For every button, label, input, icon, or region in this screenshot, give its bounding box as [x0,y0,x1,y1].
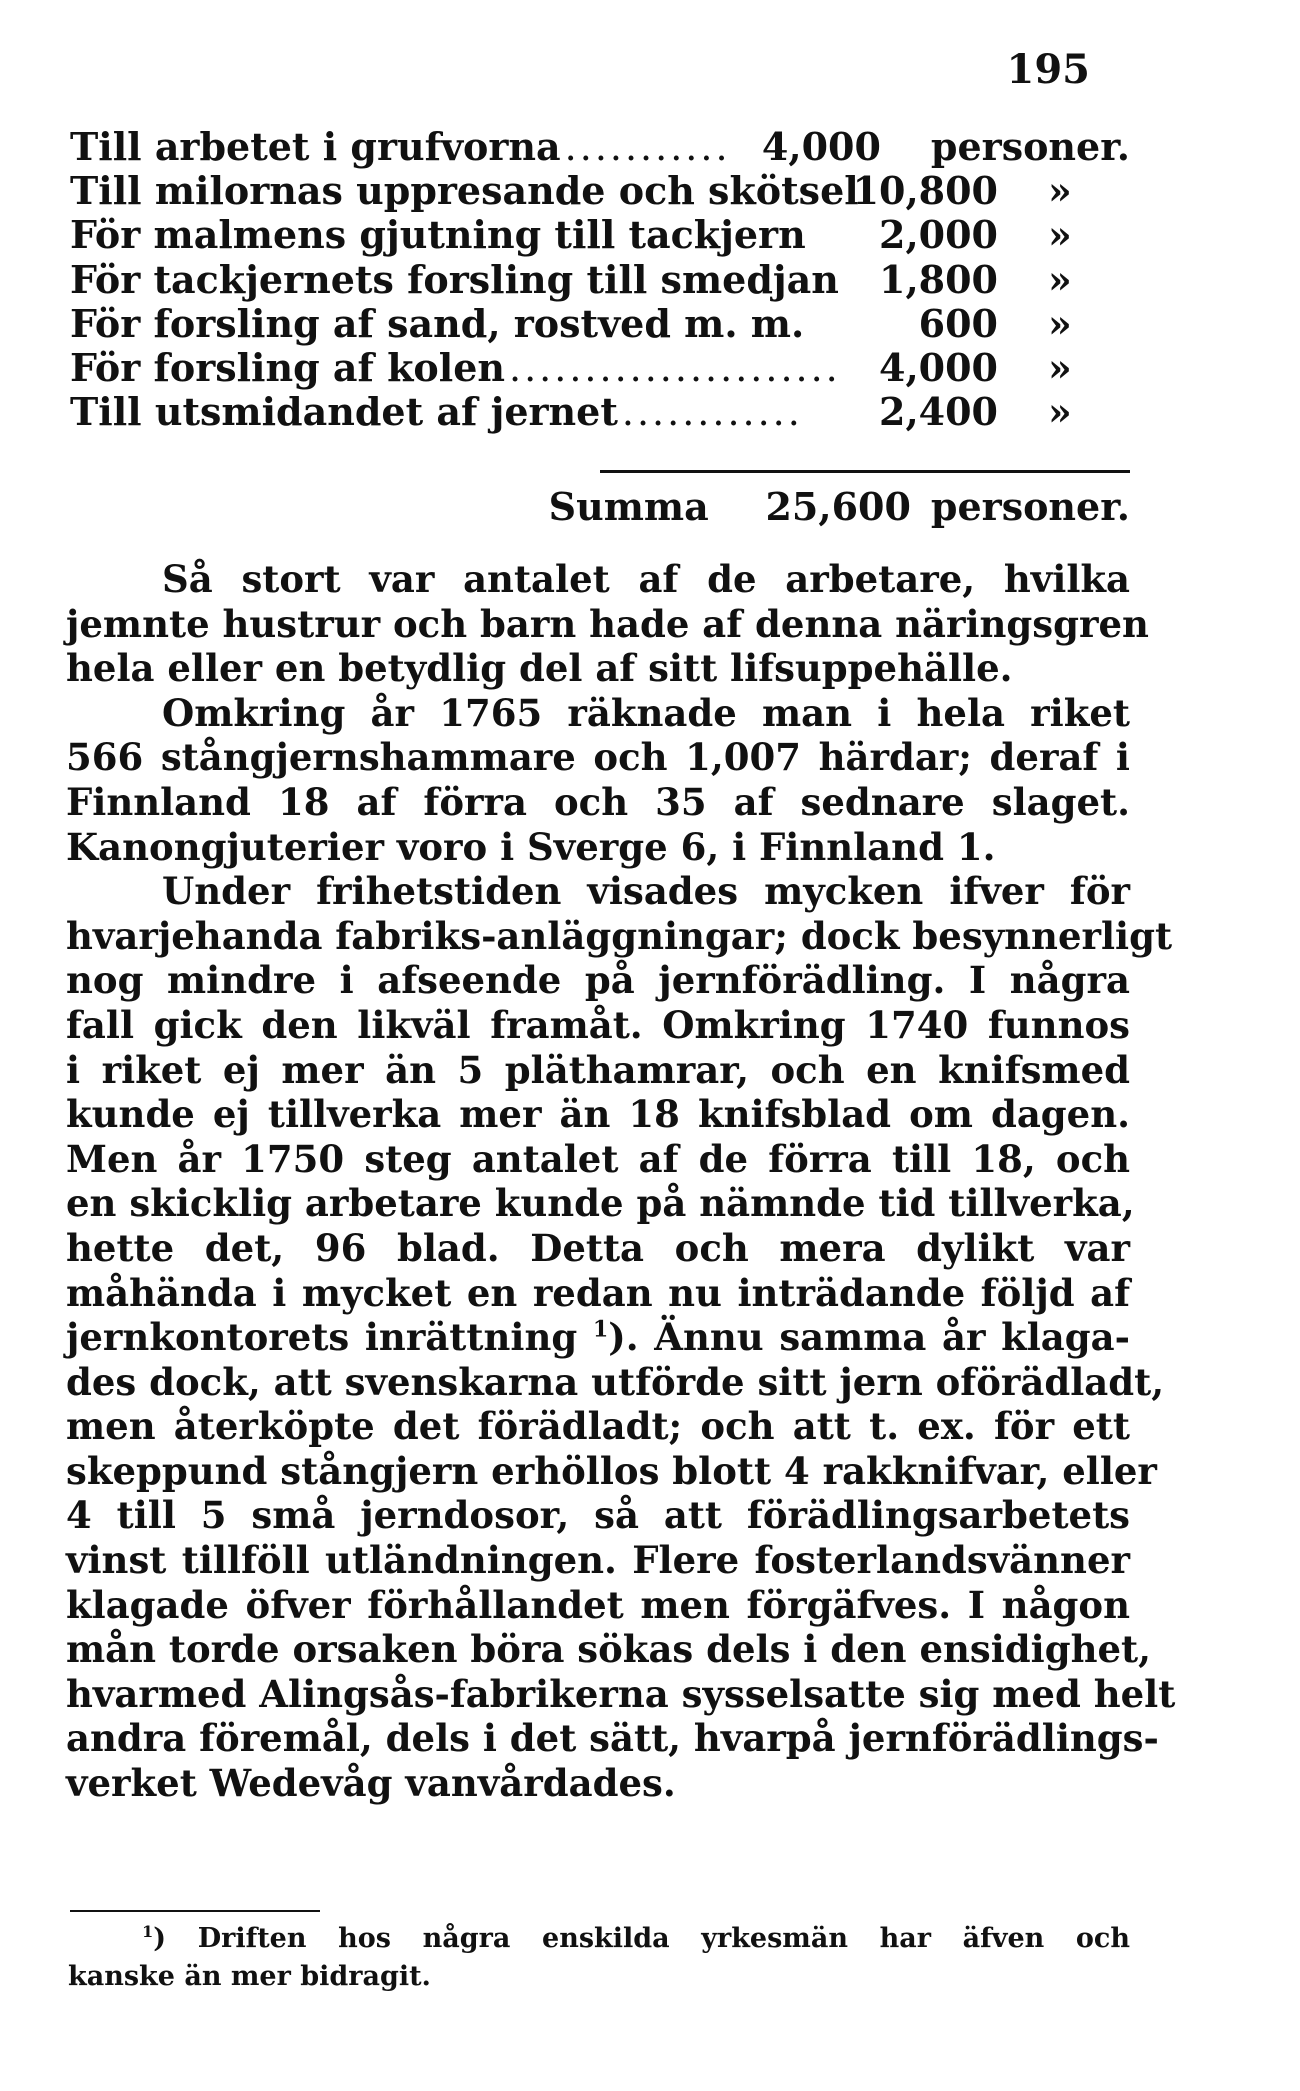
text-line: i riket ej mer än 5 pläthamrar, och en knifsmed [66,1047,1130,1092]
text-line: vinst tillföll utländningen. Flere fosterlandsvänner [66,1538,1130,1583]
tally-unit: » [1048,344,1072,390]
tally-label: Till utsmidandet af jernet [70,389,618,435]
text-line: hvarjehanda fabriks-anläggningar; dock besynnerligt [66,913,1173,958]
text-line: klagade öfver förhållandet men förgäfves. I någon [66,1582,1130,1627]
sum-label: Summa [548,484,709,529]
tally-number: 4,000 [879,344,998,390]
text-fragment: ). Ännu samma år klaga- [608,1315,1130,1360]
text-line: skeppund stångjern erhöllos blott 4 rakknifvar, eller [66,1448,1157,1493]
tally-label: Till milornas uppresande och skötsel [70,168,859,214]
footnote-mark: 1 [142,1922,154,1941]
tally-unit: » [1048,212,1072,258]
tally-unit: personer. [930,124,1130,169]
text-line: Under frihetstiden visades mycken ifver för [162,869,1130,914]
text-line: kunde ej tillverka mer än 18 knifsblad om dagen. [66,1092,1130,1137]
tally-label: För forsling af kolen [70,344,506,390]
tally-label: Till arbetet i grufvorna [70,124,561,169]
tally-number: 2,000 [879,212,998,258]
tally-number: 4,000 [761,124,881,169]
text-line: andra föremål, dels i det sätt, hvarpå jernförädlings- [66,1716,1159,1761]
tally-label: För tackjernets forsling till smedjan [70,256,839,302]
footnote-text: ) Driften hos några enskilda yrkesmän har äfven och [153,1923,1130,1954]
text-fragment: jernkontorets inrättning [66,1315,578,1360]
tally-number: 1,800 [879,256,998,302]
sum-number: 25,600 [765,484,911,529]
tally-label: För malmens gjutning till tackjern [70,212,806,258]
tally-unit: » [1048,168,1072,214]
text-line: 566 stångjernshammare och 1,007 härdar; deraf i [66,735,1130,780]
tally-row [70,345,1130,389]
text-line: men återköpte det förädladt; och att t. ex. för ett [66,1404,1130,1449]
tally-row [70,257,1130,301]
text-line: Finnland 18 af förra och 35 af sednare slaget. [66,779,1130,824]
footnote [68,1920,1130,1996]
tally-unit: » [1048,300,1072,346]
footnote-marker: 1 [592,1316,609,1343]
footnote-line [68,1920,1130,1958]
tally-number: 10,800 [852,168,998,214]
tally-row [70,124,1130,168]
text-line: en skicklig arbetare kunde på nämnde tid tillverka, [66,1181,1135,1226]
sum-divider [600,470,1130,473]
text-line: nog mindre i afseende på jernförädling. I några [66,958,1130,1003]
tally-sum-row [70,484,1130,529]
body-paragraphs [66,557,1176,1806]
footnote-line: kanske än mer bidragit. [68,1961,431,1992]
tally-number: 600 [918,300,998,346]
tally-unit: » [1048,389,1072,435]
text-line [66,1315,1130,1360]
footnote-divider [70,1910,320,1912]
tally-number: 2,400 [879,389,998,435]
tally-label: För forsling af sand, rostved m. m. [70,300,805,346]
text-line: 4 till 5 små jerndosor, så att förädlingsarbetets [66,1493,1130,1538]
text-line: Så stort var antalet af de arbetare, hvilka [162,557,1130,601]
text-line: des dock, att svenskarna utförde sitt jern oförädladt, [66,1359,1165,1404]
text-line: hvarmed Alingsås-fabrikerna sysselsatte sig med helt [66,1671,1176,1716]
tally-unit: » [1048,256,1072,302]
text-line: Men år 1750 steg antalet af de förra till 18, och [66,1136,1130,1181]
text-line: Kanongjuterier voro i Sverge 6, i Finnland 1. [66,824,996,869]
tally-row [70,389,1130,433]
text-line: måhända i mycket en redan nu inträdande följd af [66,1270,1130,1315]
tally-leader: ............ [621,390,803,435]
text-line: verket Wedevåg vanvårdades. [66,1761,676,1806]
text-line: hette det, 96 blad. Detta och mera dylikt var [66,1225,1130,1270]
text-line: jemnte hustrur och barn hade af denna näringsgren [66,601,1149,646]
text-line: Omkring år 1765 räknade man i hela riket [162,690,1130,735]
page-number: 195 [1006,46,1090,93]
workers-tally-table [70,124,1130,433]
sum-unit: personer. [930,484,1130,529]
tally-leader: ........... [564,125,731,169]
text-line: hela eller en betydlig del af sitt lifsuppehälle. [66,646,1013,691]
text-line: fall gick den likväl framåt. Omkring 1740 funnos [66,1002,1130,1047]
tally-row [70,301,1130,345]
tally-row [70,212,1130,256]
tally-leader: ...................... [509,345,841,390]
text-line: mån torde orsaken böra sökas dels i den ensidighet, [66,1627,1151,1672]
tally-row [70,168,1130,212]
